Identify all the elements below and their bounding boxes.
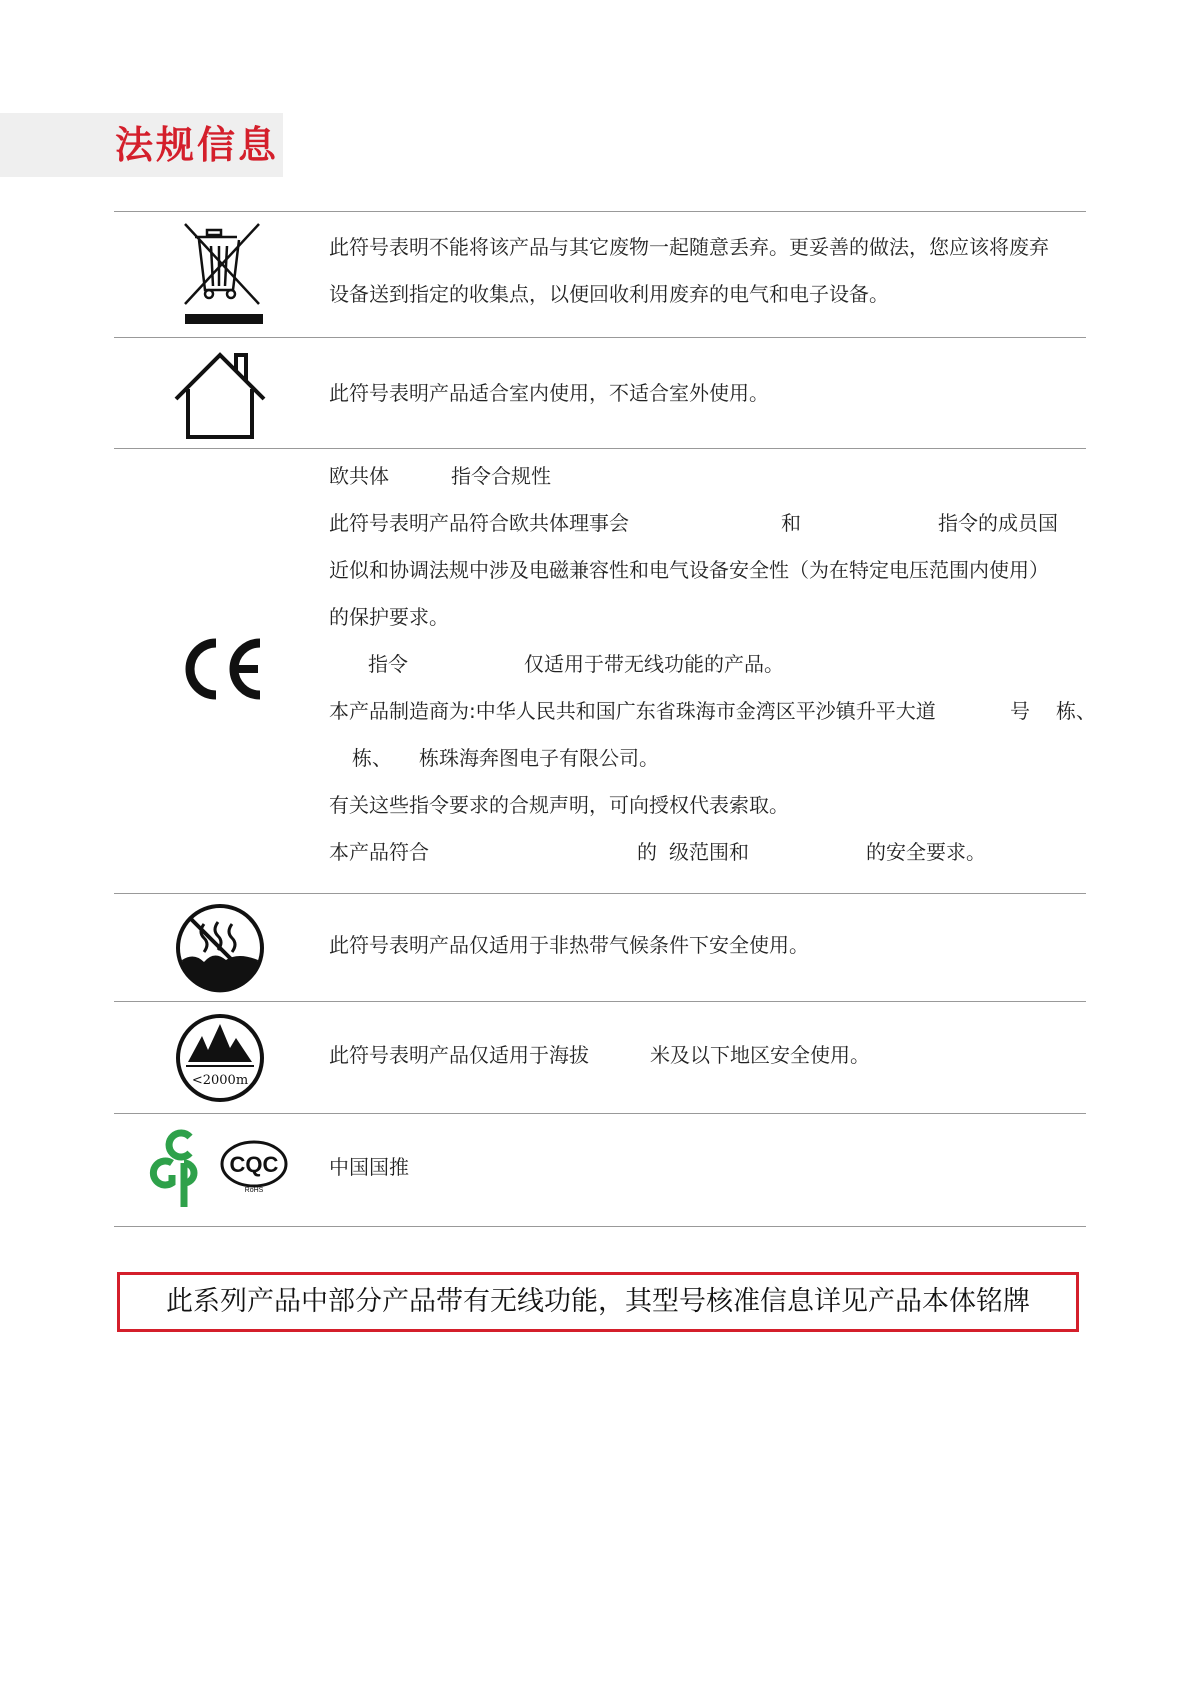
- ce-text: 级范围和: [669, 840, 749, 864]
- ce-text: 的: [637, 840, 657, 864]
- table-row: [114, 448, 1096, 893]
- ce-text: 和: [781, 511, 801, 535]
- ce-text: 指令合规性: [451, 464, 551, 488]
- page-title: 法规信息: [115, 123, 280, 167]
- text-line: 此符号表明产品适合室内使用，不适合室外使用。: [329, 381, 769, 405]
- ce-text: 本产品符合: [329, 840, 429, 864]
- regulatory-table: [114, 211, 1096, 1227]
- table-row: [114, 1001, 1086, 1113]
- ce-text: 指令: [368, 652, 408, 676]
- wireless-notice: 此系列产品中部分产品带有无线功能，其型号核准信息详见产品本体铭牌: [117, 1272, 1079, 1332]
- text-line: 此符号表明产品仅适用于非热带气候条件下安全使用。: [329, 933, 809, 957]
- rohs-label: RoHS: [244, 1187, 264, 1194]
- gp-green-product-icon: [146, 1127, 214, 1211]
- ce-text: 号: [1010, 699, 1030, 723]
- ce-text: 此符号表明产品符合欧共体理事会: [329, 511, 629, 535]
- ce-text: 近似和协调法规中涉及电磁兼容性和电气设备安全性（为在特定电压范围内使用）: [329, 558, 1049, 582]
- text-line: 此符号表明不能将该产品与其它废物一起随意丢弃。更妥善的做法，您应该将废弃: [329, 235, 1049, 259]
- ce-text: 栋珠海奔图电子有限公司。: [419, 746, 659, 770]
- ce-text: 栋、: [352, 746, 392, 770]
- text-line: 中国国推: [329, 1155, 409, 1179]
- cqc-label: CQC: [229, 1152, 279, 1177]
- ce-text: 有关这些指令要求的合规声明，可向授权代表索取。: [329, 793, 789, 817]
- altitude-text: 米及以下地区安全使用。: [650, 1043, 870, 1067]
- text-line: 设备送到指定的收集点，以便回收利用废弃的电气和电子设备。: [329, 282, 889, 306]
- ce-text: 栋、: [1056, 699, 1096, 723]
- cqc-rohs-icon: [218, 1138, 290, 1194]
- altitude-label: <2000m: [191, 1073, 249, 1088]
- table-row: [114, 337, 1086, 448]
- altitude-text: 此符号表明产品仅适用于海拔: [329, 1043, 589, 1067]
- ce-text: 仅适用于带无线功能的产品。: [524, 652, 784, 676]
- ce-text: 欧共体: [329, 464, 389, 488]
- table-row: [114, 1113, 1086, 1227]
- indoor-use-house-icon: [170, 347, 270, 441]
- ce-text: 指令的成员国: [938, 511, 1058, 535]
- ce-text: 的安全要求。: [866, 840, 986, 864]
- weee-crossed-bin-icon: [179, 220, 269, 328]
- ce-text: 本产品制造商为:中华人民共和国广东省珠海市金湾区平沙镇升平大道: [329, 699, 936, 723]
- altitude-limit-icon: [174, 1012, 266, 1104]
- table-row: [114, 211, 1086, 337]
- ce-mark-icon: [178, 637, 264, 701]
- ce-text: 的保护要求。: [329, 605, 449, 629]
- table-row: [114, 893, 1086, 1001]
- non-tropical-climate-icon: [174, 902, 266, 994]
